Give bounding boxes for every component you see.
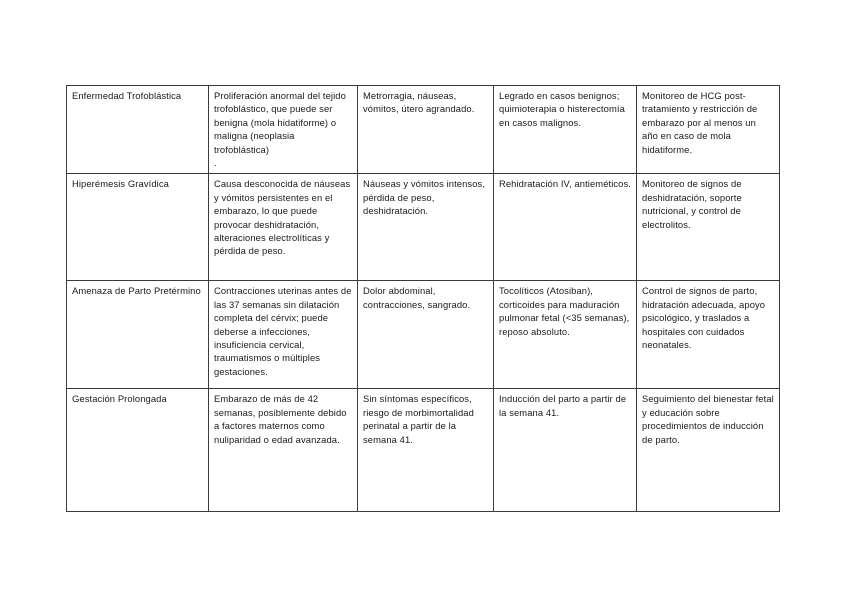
condition-cell: Hiperémesis Gravídica [67,174,209,281]
conditions-table [66,85,780,512]
treatment-cell: Legrado en casos benignos; quimioterapia o histerectomía en casos malignos. [494,86,637,174]
table-row [67,86,780,174]
symptoms-cell: Metrorragia, náuseas, vómitos, útero agrandado. [358,86,494,174]
definition-cell: Causa desconocida de náuseas y vómitos persistentes en el embarazo, lo que puede provocar deshidratación, alteraciones electrolíticas y pérdida de peso. [209,174,358,281]
definition-cell: Proliferación anormal del tejido trofoblástico, que puede ser benigna (mola hidatiforme) o maligna (neoplasia trofoblástica) . [209,86,358,174]
care-cell: Seguimiento del bienestar fetal y educación sobre procedimientos de inducción de parto. [637,389,780,512]
definition-cell: Embarazo de más de 42 semanas, posiblemente debido a factores maternos como nuliparidad o edad avanzada. [209,389,358,512]
condition-cell: Gestación Prolongada [67,389,209,512]
treatment-cell: Tocolíticos (Atosiban), corticoides para maduración pulmonar fetal (<35 semanas), reposo absoluto. [494,281,637,389]
condition-cell: Enfermedad Trofoblástica [67,86,209,174]
care-cell: Monitoreo de HCG post-tratamiento y restricción de embarazo por al menos un año en caso de mola hidatiforme. [637,86,780,174]
condition-cell: Amenaza de Parto Pretérmino [67,281,209,389]
symptoms-cell: Náuseas y vómitos intensos, pérdida de peso, deshidratación. [358,174,494,281]
definition-cell: Contracciones uterinas antes de las 37 semanas sin dilatación completa del cérvix; puede deberse a infecciones, insuficiencia cervical, traumatismos o múltiples gestaciones. [209,281,358,389]
table-row [67,174,780,281]
symptoms-cell: Dolor abdominal, contracciones, sangrado. [358,281,494,389]
care-cell: Control de signos de parto, hidratación adecuada, apoyo psicológico, y traslados a hospitales con cuidados neonatales. [637,281,780,389]
care-cell: Monitoreo de signos de deshidratación, soporte nutricional, y control de electrolitos. [637,174,780,281]
treatment-cell: Inducción del parto a partir de la semana 41. [494,389,637,512]
symptoms-cell: Sin síntomas específicos, riesgo de morbimortalidad perinatal a partir de la semana 41. [358,389,494,512]
table-row [67,281,780,389]
table-row [67,389,780,512]
treatment-cell: Rehidratación IV, antieméticos. [494,174,637,281]
